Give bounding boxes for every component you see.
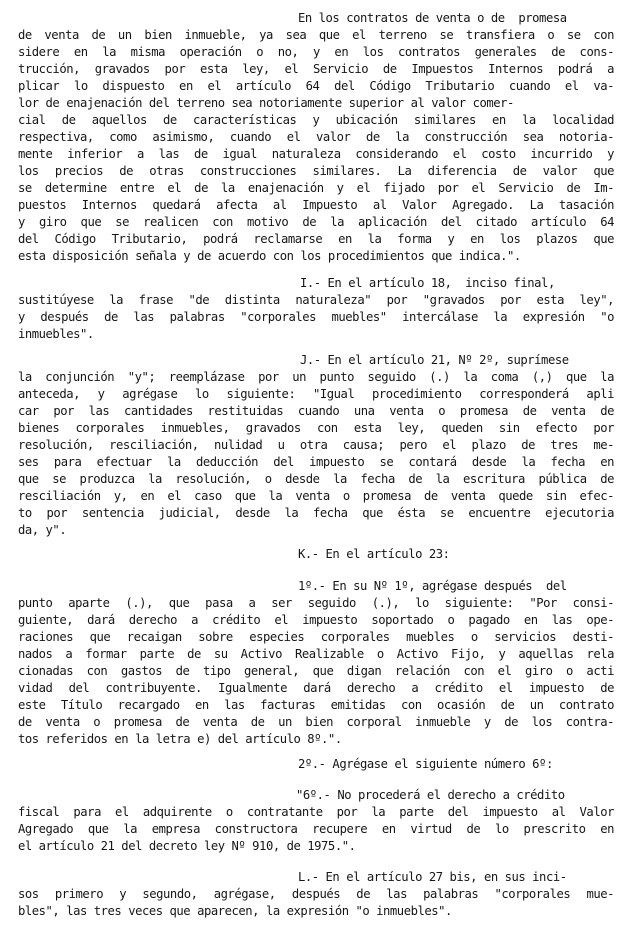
text-line: tos referidos en la letra e) del artículo 8º.". (18, 732, 342, 746)
text-line: Agregado que la empresa constructora recupere en virtud de lo prescrito en (18, 822, 614, 836)
text-line: 1º.- En su Nº 1º, agrégase después del (298, 579, 567, 593)
text-line: punto aparte (.), que pasa a ser seguido (.), lo siguiente: "Por consi- (18, 596, 614, 610)
text-line: bles", las tres veces que aparecen, la expresión "o inmuebles". (18, 904, 452, 918)
text-line: de venta de un bien inmueble, ya sea que el terreno se transfiera o se con (18, 28, 614, 42)
text-line: nados a formar parte de su Activo Realizable o Activo Fijo, y aquellas rela (18, 647, 614, 661)
text-line: car por las cantidades restituidas cuando una venta o promesa de venta de (18, 404, 614, 418)
text-line: se determine entre el de la enajenación y el fijado por el Servicio de Im- (18, 181, 614, 195)
text-line: 2º.- Agrégase el siguiente número 6º: (298, 757, 553, 771)
text-line: sos primero y segundo, agrégase, después de las palabras "corporales mue- (18, 887, 614, 901)
section-heading: K.- En el artículo 23: (298, 547, 450, 561)
text-line: raciones que recaigan sobre especies corporales muebles o servicios desti- (18, 630, 614, 644)
text-line: que se produzca la resolución, o desde la fecha de la escritura pública de (18, 472, 614, 486)
text-line: este Título recargado en las facturas emitidas con ocasión de un contrato (18, 698, 614, 712)
text-line: I.- En el artículo 18, inciso final, (300, 276, 555, 290)
text-line: L.- En el artículo 27 bis, en sus inci- (298, 870, 567, 884)
text-line: mente inferior a las de igual naturaleza considerando el costo incurrido y (18, 147, 614, 161)
text-line: de venta o promesa de venta de un bien corporal inmueble y de los contra- (18, 715, 614, 729)
text-line: y después de las palabras "corporales muebles" intercálase la expresión "o (18, 310, 614, 324)
text-line: En los contratos de venta o de promesa (298, 11, 567, 25)
text-line: los precios de otras construcciones similares. La diferencia de valor que (18, 164, 614, 178)
text-line: J.- En el artículo 21, Nº 2º, suprímese (300, 353, 569, 367)
text-line: da, y". (18, 523, 67, 537)
text-line: ses para efectuar la deducción del impuesto se contará desde la fecha en (18, 455, 614, 469)
text-line: resciliación y, en el caso que la venta o promesa de venta quede sin efec- (18, 489, 614, 503)
text-line: sustitúyese la frase "de distinta naturaleza" por "gravados por esta ley", (18, 293, 614, 307)
text-line: cial de aquellos de características y ubicación similares en la localidad (18, 113, 614, 127)
text-line: respectiva, como asimismo, cuando el valor de la construcción sea notoria- (18, 130, 614, 144)
text-line: "6º.- No procederá el derecho a crédito (296, 788, 565, 802)
text-line: esta disposición señala y de acuerdo con los procedimientos que indica.". (18, 249, 521, 263)
text-line: inmuebles". (18, 327, 94, 341)
text-line: bienes corporales inmuebles, gravados con esta ley, queden sin efecto por (18, 421, 614, 435)
text-line: sidere en la misma operación o no, y en los contratos generales de cons- (18, 45, 614, 59)
text-line: fiscal para el adquirente o contratante por la parte del impuesto al Valor (18, 805, 614, 819)
text-line: y giro que se realicen con motivo de la aplicación del citado artículo 64 (18, 215, 614, 229)
text-line: el artículo 21 del decreto ley Nº 910, de 1975.". (18, 839, 356, 853)
text-line: resolución, resciliación, nulidad u otra causa; pero el plazo de tres me- (18, 438, 614, 452)
text-line: to por sentencia judicial, desde la fecha que ésta se encuentre ejecutoria (18, 506, 614, 520)
text-line: trucción, gravados por esta ley, el Servicio de Impuestos Internos podrá a (18, 62, 614, 76)
text-line: cionadas con gastos de tipo general, que digan relación con el giro o acti (18, 664, 614, 678)
text-line: plicar lo dispuesto en el artículo 64 del Código Tributario cuando el va- (18, 79, 614, 93)
text-line: guiente, dará derecho a crédito el impuesto soportado o pagado en las ope- (18, 613, 614, 627)
text-line: la conjunción "y"; reemplázase por un punto seguido (.) la coma (,) que la (18, 370, 614, 384)
text-line: puestos Internos quedará afecta al Impuesto al Valor Agregado. La tasación (18, 198, 614, 212)
text-line: anteceda, y agrégase lo siguiente: "Igual procedimiento corresponderá apli (18, 387, 614, 401)
text-line: vidad del contribuyente. Igualmente dará derecho a crédito el impuesto de (18, 681, 614, 695)
text-line: lor de enajenación del terreno sea notoriamente superior al valor comer- (18, 96, 514, 110)
text-line: del Código Tributario, podrá reclamarse en la forma y en los plazos que (18, 232, 614, 246)
